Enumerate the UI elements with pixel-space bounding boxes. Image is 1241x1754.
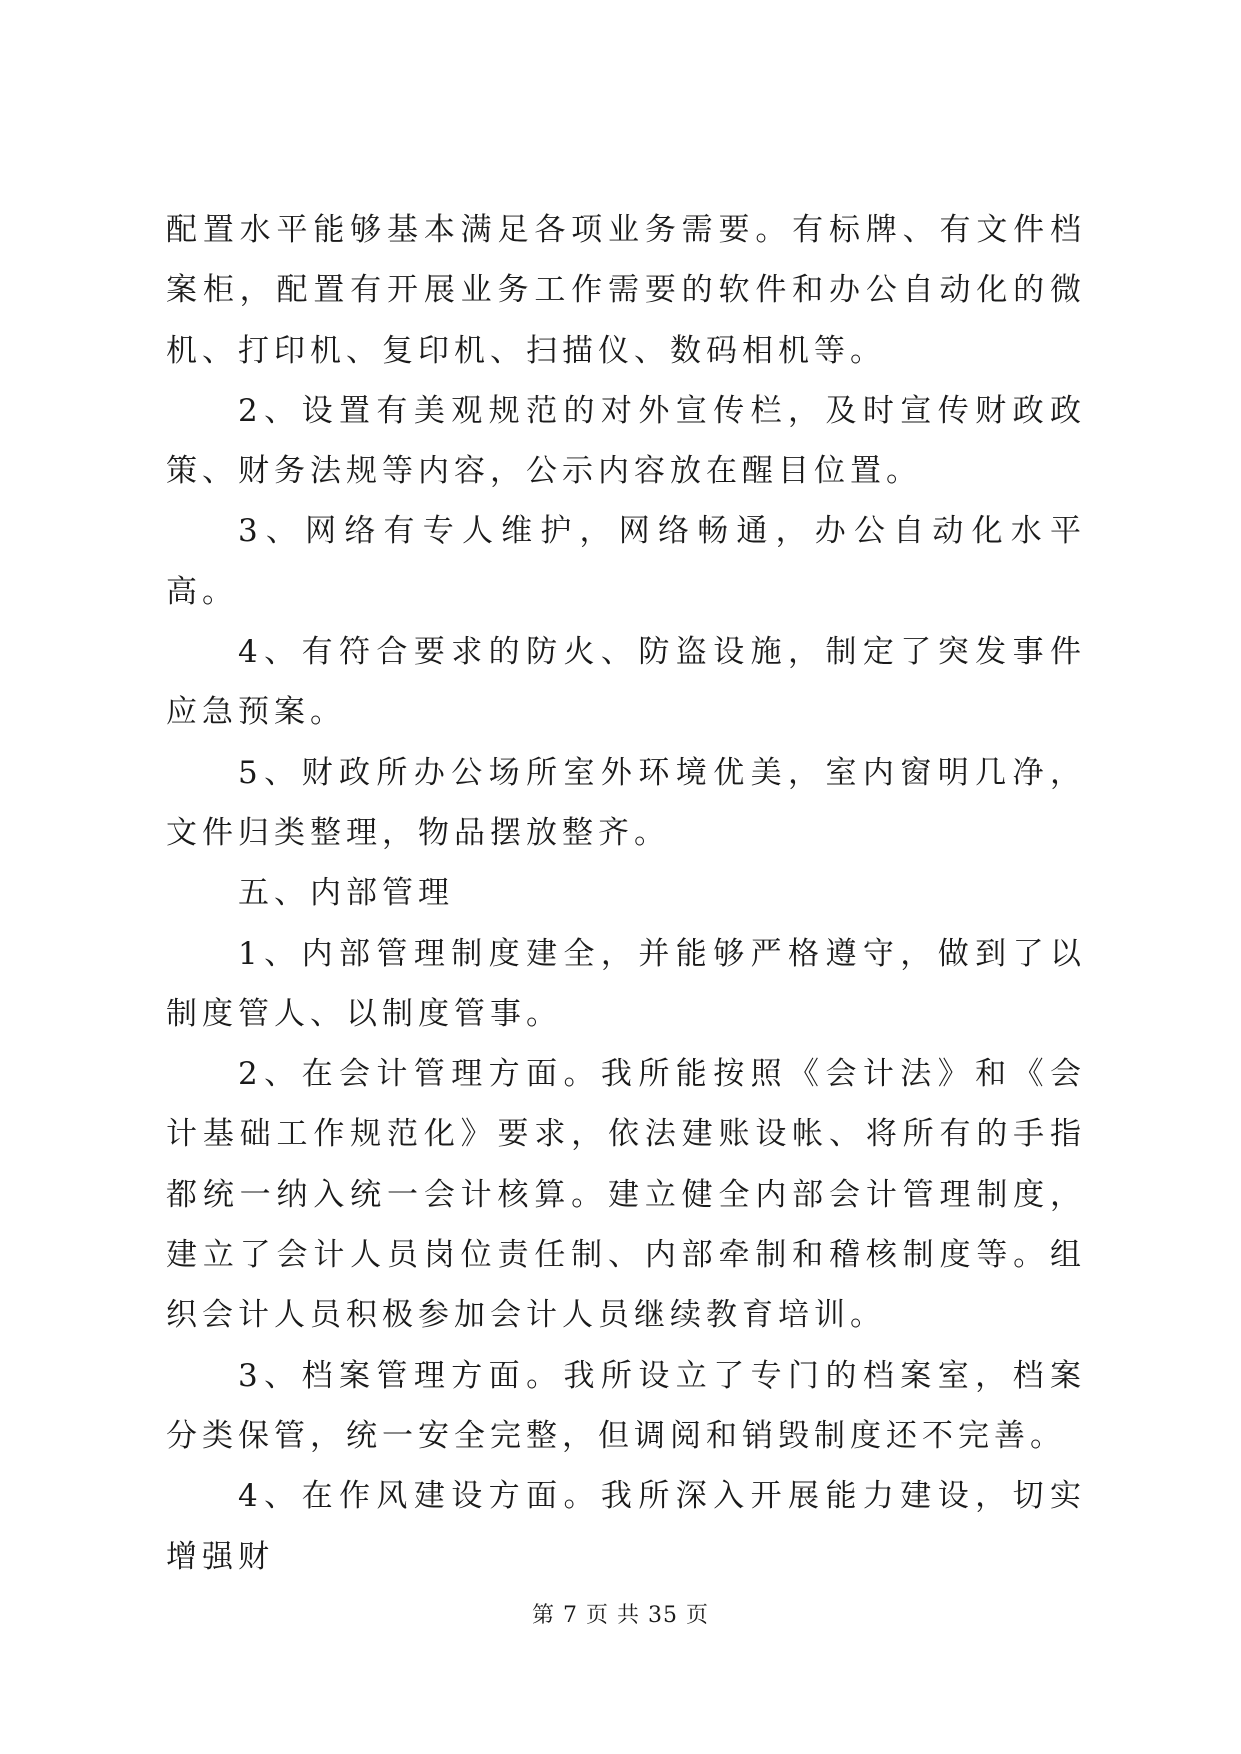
paragraph: 5、财政所办公场所室外环境优美，室内窗明几净，文件归类整理，物品摆放整齐。 (166, 754, 1086, 851)
page-footer: 第 7 页 共 35 页 (532, 1603, 709, 1628)
paragraph: 配置水平能够基本满足各项业务需要。有标牌、有文件档案柜，配置有开展业务工作需要的软件和办公自动化的微机、打印机、复印机、扫描仪、数码相机等。 (166, 212, 1086, 369)
section-heading: 五、内部管理 (238, 875, 454, 912)
paragraph: 3、网络有专人维护，网络畅通，办公自动化水平高。 (166, 513, 1086, 610)
paragraph: 3、档案管理方面。我所设立了专门的档案室，档案分类保管，统一安全完整，但调阅和销毁制度还不完善。 (166, 1357, 1086, 1454)
paragraph: 4、在作风建设方面。我所深入开展能力建设，切实增强财 (166, 1478, 1086, 1575)
paragraph: 1、内部管理制度建全，并能够严格遵守，做到了以制度管人、以制度管事。 (166, 935, 1086, 1032)
paragraph: 2、在会计管理方面。我所能按照《会计法》和《会计基础工作规范化》要求，依法建账设帐、将所有的手指都统一纳入统一会计核算。建立健全内部会计管理制度，建立了会计人员岗位责任制、内部牵制和稽核制度等。组织会计人员积极参加会计人员继续教育培训。 (166, 1056, 1086, 1334)
document-body (166, 200, 1086, 1587)
paragraph: 2、设置有美观规范的对外宣传栏，及时宣传财政政策、财务法规等内容，公示内容放在醒目位置。 (166, 392, 1086, 490)
paragraph: 4、有符合要求的防火、防盗设施，制定了突发事件应急预案。 (166, 634, 1086, 731)
